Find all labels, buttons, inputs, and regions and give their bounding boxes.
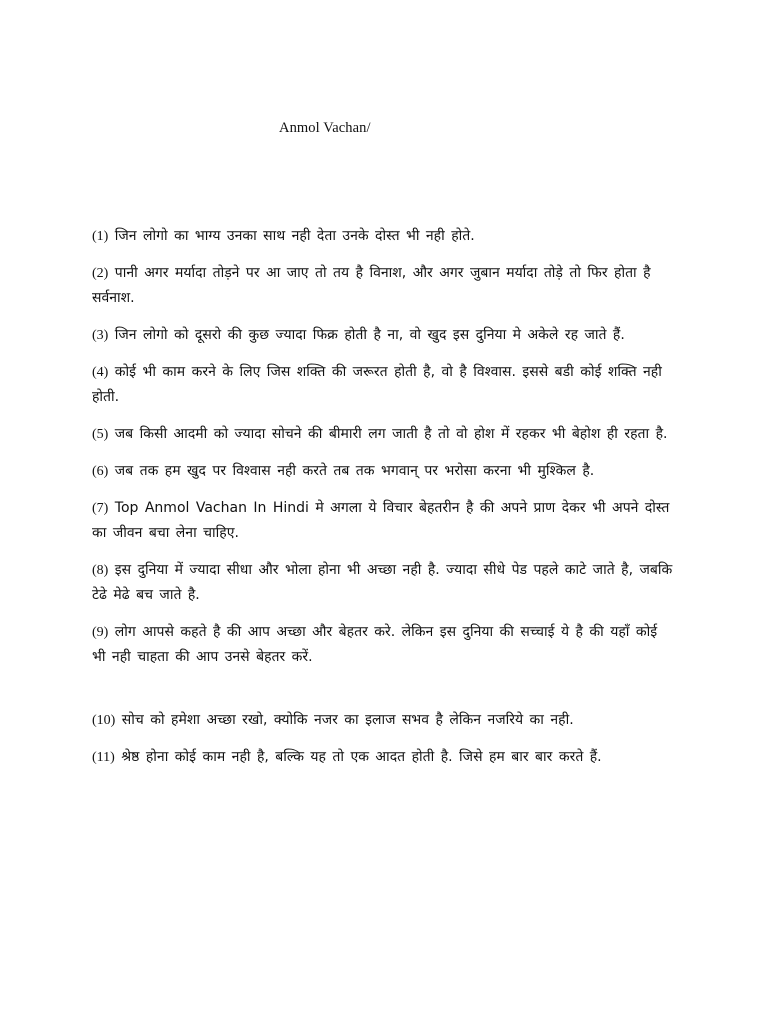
quote-list xyxy=(92,224,674,782)
quote-item xyxy=(92,558,674,608)
quote-text: पानी अगर मर्यादा तोड़ने पर आ जाए तो तय है विनाश, और अगर जुबान मर्यादा तोड़े तो फिर होता है सर्वनाश. xyxy=(92,265,651,306)
quote-item xyxy=(92,745,674,770)
quote-number: (8) xyxy=(92,563,109,578)
quote-number: (2) xyxy=(92,266,109,281)
quote-number: (6) xyxy=(92,464,109,479)
quote-text: Top Anmol Vachan In Hindi मे अगला ये विचार बेहतरीन है की अपने प्राण देकर भी अपने दोस्त का जीवन बचा लेना चाहिए. xyxy=(92,500,670,541)
quote-number: (3) xyxy=(92,328,109,343)
quote-number: (4) xyxy=(92,365,109,380)
quote-text: कोई भी काम करने के लिए जिस शक्ति की जरूरत होती है, वो है विश्वास. इससे बडी कोई शक्ति नही होती. xyxy=(92,364,662,405)
quote-number: (9) xyxy=(92,625,109,640)
quote-text: श्रेष्ठ होना कोई काम नही है, बल्कि यह तो एक आदत होती है. जिसे हम बार बार करते हैं. xyxy=(121,749,602,765)
quote-item xyxy=(92,620,674,670)
quote-number: (1) xyxy=(92,229,109,244)
quote-text: सोच को हमेशा अच्छा रखो, क्योकि नजर का इलाज सभव है लेकिन नजरिये का नही. xyxy=(121,712,574,728)
quote-number: (11) xyxy=(92,750,115,765)
quote-text: इस दुनिया में ज्यादा सीधा और भोला होना भी अच्छा नही है. ज्यादा सीधे पेड पहले काटे जाते है, जबकि टेढे मेढे बच जाते है. xyxy=(92,562,673,603)
quote-item xyxy=(92,459,674,484)
quote-number: (10) xyxy=(92,713,116,728)
quote-item xyxy=(92,422,674,447)
quote-text: जिन लोगो का भाग्य उनका साथ नही देता उनके दोस्त भी नही होते. xyxy=(114,228,475,244)
quote-item xyxy=(92,708,674,733)
quote-text: लोग आपसे कहते है की आप अच्छा और बेहतर करे. लेकिन इस दुनिया की सच्चाई ये है की यहाँ कोई भी नही चाहता की आप उनसे बेहतर करें. xyxy=(92,624,658,665)
quote-item xyxy=(92,323,674,348)
quote-text: जब किसी आदमी को ज्यादा सोचने की बीमारी लग जाती है तो वो होश में रहकर भी बेहोश ही रहता है. xyxy=(114,426,668,442)
page-title: Anmol Vachan/ xyxy=(279,120,371,136)
quote-text: जब तक हम खुद पर विश्वास नही करते तब तक भगवान् पर भरोसा करना भी मुश्किल है. xyxy=(114,463,595,479)
quote-item xyxy=(92,496,674,546)
quote-item xyxy=(92,261,674,311)
quote-text: जिन लोगो को दूसरो की कुछ ज्यादा फिक्र होती है ना, वो खुद इस दुनिया मे अकेले रह जाते हैं. xyxy=(114,327,625,343)
quote-item xyxy=(92,360,674,410)
quote-number: (7) xyxy=(92,501,109,516)
quote-item xyxy=(92,224,674,249)
quote-number: (5) xyxy=(92,427,109,442)
